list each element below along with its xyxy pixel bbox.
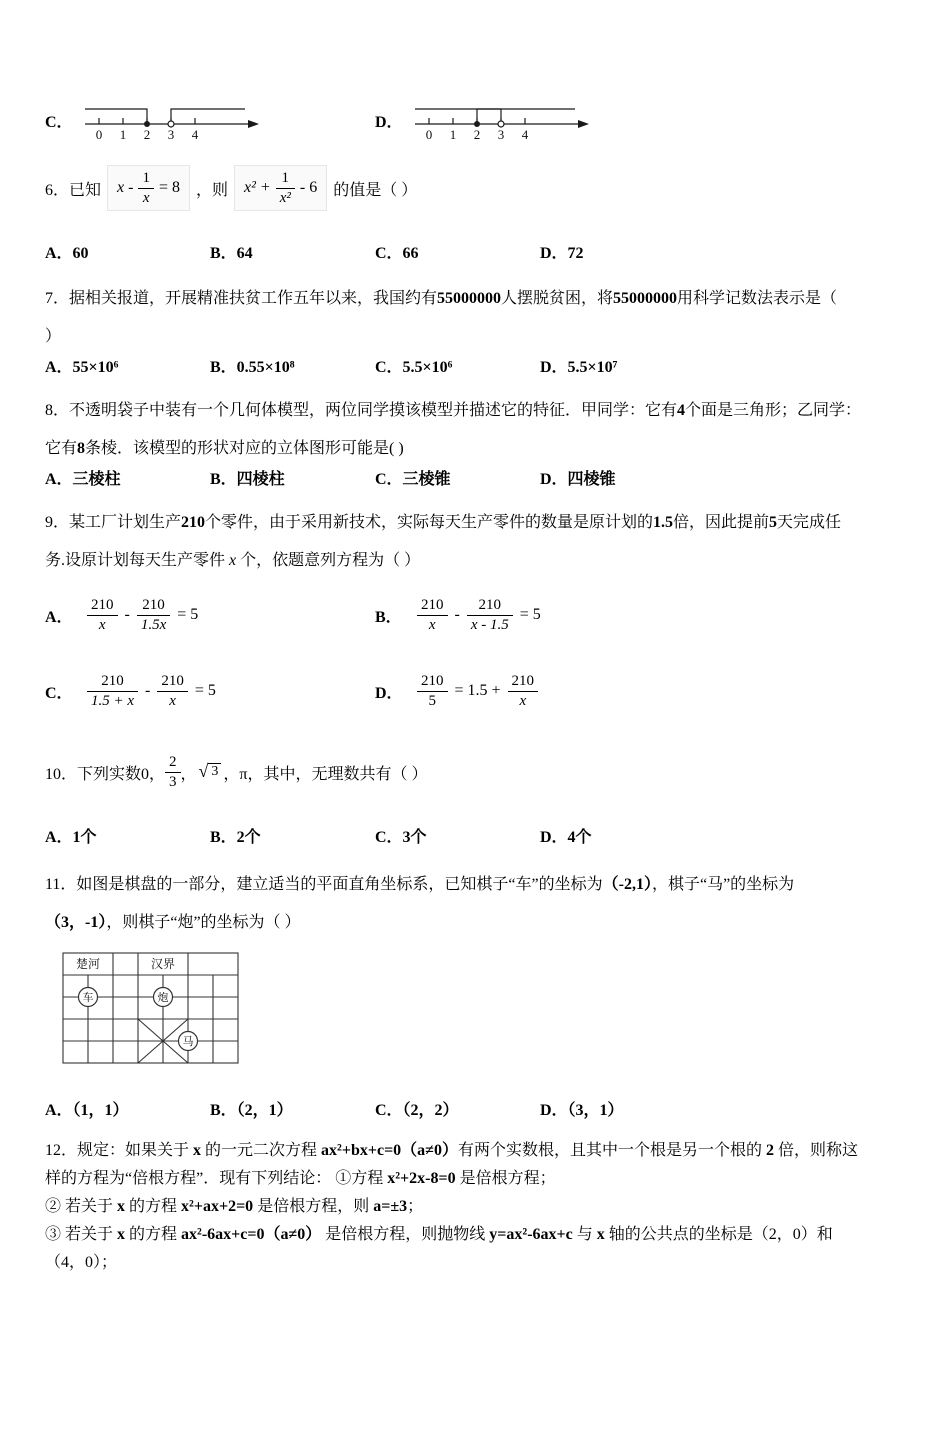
fraction-numerator: 210 bbox=[417, 672, 448, 692]
answer-option: A．（1，1） bbox=[45, 1102, 129, 1119]
text-segment: 的方程 bbox=[125, 1198, 182, 1215]
text-line bbox=[45, 1221, 905, 1249]
answer-option: D．（3，1） bbox=[540, 1102, 624, 1119]
numberline-figure-c bbox=[83, 97, 261, 143]
text-line bbox=[45, 1137, 905, 1165]
text-segment: x²+2x-8=0 bbox=[387, 1170, 456, 1187]
answer-option: C．（2，2） bbox=[375, 1102, 459, 1119]
text-segment: 天完成任 bbox=[777, 514, 842, 531]
text-segment: ，则棋子“炮”的坐标为（ ） bbox=[106, 914, 301, 931]
answer-option: B．0.55×10⁸ bbox=[210, 359, 295, 376]
text-segment: 样的方程为“倍根方程”．现有下列结论： ①方程 bbox=[45, 1170, 388, 1187]
answer-option: D．5.5×10⁷ bbox=[540, 359, 618, 376]
fraction-numerator: 1 bbox=[138, 169, 154, 189]
fraction-denominator: 1.5 + x bbox=[91, 692, 135, 709]
formula-segment: - bbox=[454, 606, 460, 623]
text-segment: 的一元二次方程 bbox=[201, 1142, 322, 1159]
fraction-denominator: x² bbox=[279, 189, 291, 206]
fraction bbox=[508, 672, 539, 711]
q9-stem bbox=[45, 504, 905, 580]
text-segment: 2 bbox=[765, 1142, 774, 1159]
text-segment: 的方程 bbox=[125, 1226, 182, 1243]
formula-segment: = 5 bbox=[519, 606, 541, 623]
q9-option-d bbox=[375, 672, 905, 711]
text-segment: 个，依题意列方程为（ ） bbox=[236, 552, 421, 569]
q7-stem bbox=[45, 280, 905, 356]
option-label-c: C． bbox=[45, 113, 73, 131]
text-segment: 5 bbox=[769, 514, 778, 531]
q5-options-cd bbox=[45, 96, 905, 144]
tick-label: 0 bbox=[425, 127, 432, 142]
text-line bbox=[45, 392, 905, 430]
fraction-numerator: 210 bbox=[417, 596, 448, 616]
radical-sign: √ bbox=[198, 761, 209, 782]
text-segment: 是倍根方程； bbox=[455, 1170, 556, 1187]
text-segment: 人摆脱贫困，将 bbox=[501, 290, 614, 307]
river-label-chu: 楚河 bbox=[75, 957, 101, 971]
fraction-numerator: 210 bbox=[467, 596, 513, 616]
answer-option: D．4个 bbox=[540, 829, 592, 846]
option-label-d: D． bbox=[375, 113, 403, 131]
fraction-numerator: 2 bbox=[165, 753, 181, 773]
text-segment: 倍，因此提前 bbox=[673, 514, 770, 531]
text-line bbox=[45, 904, 905, 942]
q9-options-row-1 bbox=[45, 586, 905, 644]
tick-label: 4 bbox=[521, 127, 528, 142]
q9-option-b bbox=[375, 596, 905, 635]
text-segment: x bbox=[193, 1142, 202, 1159]
tick-label: 1 bbox=[119, 127, 126, 142]
fraction bbox=[87, 672, 138, 711]
q7-options bbox=[45, 356, 905, 380]
q6-text-mid: ，则 bbox=[195, 181, 228, 199]
answer-option: D．四棱锥 bbox=[540, 471, 616, 488]
fraction-denominator: 5 bbox=[428, 692, 436, 709]
axis-arrow bbox=[578, 120, 589, 128]
fraction-denominator: x bbox=[519, 692, 527, 709]
text-segment: 轴的公共点的坐标是（2，0）和 bbox=[604, 1226, 833, 1243]
option-label: D． bbox=[375, 684, 403, 702]
piece-label-cannon: 炮 bbox=[157, 992, 169, 1004]
fraction bbox=[417, 672, 448, 711]
text-segment: 条棱．该模型的形状对应的立体图形可能是( ) bbox=[85, 440, 404, 457]
text-segment: ax²-6ax+c=0（a≠0） bbox=[181, 1226, 322, 1243]
formula-segment: = 5 bbox=[194, 682, 216, 699]
fraction-numerator: 1 bbox=[276, 169, 295, 189]
q6-formula-2 bbox=[234, 165, 327, 212]
fraction-denominator: x bbox=[428, 616, 436, 633]
text-segment: （4，0）； bbox=[45, 1254, 118, 1271]
text-segment: 用科学记数法表示是（ bbox=[677, 290, 838, 307]
piece-label-chariot: 车 bbox=[82, 992, 94, 1004]
answer-option: A．55×10⁶ bbox=[45, 359, 119, 376]
text-line bbox=[45, 1193, 905, 1221]
q9-options-row-2 bbox=[45, 662, 905, 720]
text-segment: x bbox=[596, 1226, 605, 1243]
chessboard-figure bbox=[60, 950, 242, 1068]
fraction-denominator: 3 bbox=[169, 773, 177, 790]
answer-option: A．1个 bbox=[45, 829, 97, 846]
text-line bbox=[45, 866, 905, 904]
fraction bbox=[467, 596, 513, 635]
q8-options bbox=[45, 468, 905, 492]
formula-segment: - bbox=[124, 606, 130, 623]
text-segment: 它有 bbox=[45, 440, 78, 457]
answer-option: B．2个 bbox=[210, 829, 261, 846]
text-segment: a=±3 bbox=[373, 1198, 408, 1215]
fraction-denominator: 1.5x bbox=[140, 616, 167, 633]
text-segment: （-2,1） bbox=[602, 876, 652, 893]
text-line bbox=[45, 1165, 905, 1193]
answer-option: C．5.5×10⁶ bbox=[375, 359, 453, 376]
text-segment: 12．规定：如果关于 bbox=[45, 1142, 194, 1159]
text-segment: 4 bbox=[677, 402, 686, 419]
q5-option-c bbox=[45, 97, 375, 143]
q6-text-pre: 6．已知 bbox=[45, 181, 102, 199]
text-segment: ② 若关于 bbox=[45, 1198, 118, 1215]
tick-label: 2 bbox=[473, 127, 480, 142]
q6-text-post: 的值是（ ） bbox=[333, 181, 418, 199]
q6-options bbox=[45, 242, 905, 266]
text-segment: 8 bbox=[77, 440, 86, 457]
fraction-denominator: x bbox=[142, 189, 150, 206]
answer-option: A．60 bbox=[45, 245, 89, 262]
tick-label: 2 bbox=[143, 127, 150, 142]
text-segment: 8．不透明袋子中装有一个几何体模型，两位同学摸该模型并描述它的特征．甲同学：它有 bbox=[45, 402, 678, 419]
fraction bbox=[137, 596, 170, 635]
text-segment: 务.设原计划每天生产零件 bbox=[45, 552, 230, 569]
answer-option: A．三棱柱 bbox=[45, 471, 121, 488]
tick-label: 4 bbox=[191, 127, 198, 142]
text-segment: x bbox=[117, 1198, 126, 1215]
option-label: B． bbox=[375, 608, 402, 626]
fraction-denominator: x bbox=[169, 692, 176, 709]
text-line bbox=[45, 318, 905, 356]
fraction bbox=[157, 672, 188, 711]
q6-formula-1 bbox=[107, 165, 190, 212]
fraction-numerator: 210 bbox=[508, 672, 539, 692]
q8-stem bbox=[45, 392, 905, 468]
fraction-numerator: 210 bbox=[157, 672, 188, 692]
answer-option: B．（2，1） bbox=[210, 1102, 293, 1119]
fraction bbox=[165, 753, 181, 792]
formula-segment: x - bbox=[117, 179, 134, 196]
text-segment: 11．如图是棋盘的一部分，建立适当的平面直角坐标系，已知棋子“车”的坐标为 bbox=[45, 876, 603, 893]
formula-segment: - 6 bbox=[299, 179, 318, 196]
text-segment: 个零件，由于采用新技术，实际每天生产零件的数量是原计划的 bbox=[205, 514, 654, 531]
text-segment: y=ax²-6ax+c bbox=[489, 1226, 573, 1243]
q10-stem bbox=[45, 744, 905, 800]
formula-segment: x² + bbox=[244, 179, 271, 196]
radicand: 3 bbox=[208, 763, 221, 780]
fraction-numerator: 210 bbox=[137, 596, 170, 616]
text-segment: ax²+bx+c=0（a≠0） bbox=[321, 1142, 458, 1159]
text-segment: 是倍根方程，则 bbox=[253, 1198, 374, 1215]
text-segment: x²+ax+2=0 bbox=[181, 1198, 254, 1215]
q11-options bbox=[45, 1099, 905, 1123]
text-segment: ） bbox=[45, 328, 62, 345]
text-segment: 9．某工厂计划生产 bbox=[45, 514, 182, 531]
text-segment: 210 bbox=[181, 514, 206, 531]
exam-page bbox=[0, 96, 950, 1277]
fraction bbox=[276, 169, 295, 208]
q11-stem bbox=[45, 866, 905, 942]
text-segment: 倍，则称这 bbox=[773, 1142, 858, 1159]
answer-option: D．72 bbox=[540, 245, 584, 262]
axis-arrow bbox=[248, 120, 259, 128]
q6-stem bbox=[45, 160, 905, 216]
text-segment: 55000000 bbox=[613, 290, 678, 307]
tick-label: 3 bbox=[167, 127, 174, 142]
answer-option: C．3个 bbox=[375, 829, 427, 846]
q12-stem bbox=[45, 1137, 905, 1277]
fraction-numerator: 210 bbox=[87, 672, 138, 692]
fraction bbox=[87, 596, 118, 635]
text-segment: ③ 若关于 bbox=[45, 1226, 118, 1243]
q10-options bbox=[45, 826, 905, 850]
fraction-denominator: x - 1.5 bbox=[470, 616, 509, 633]
tick-label: 0 bbox=[95, 127, 102, 142]
text-line bbox=[45, 542, 905, 580]
answer-option: C．66 bbox=[375, 245, 419, 262]
formula-segment: = 1.5 + bbox=[454, 682, 501, 699]
formula-segment: - bbox=[145, 682, 151, 699]
q10-text-post: ，π，其中，无理数共有（ ） bbox=[223, 765, 428, 783]
square-root bbox=[199, 762, 222, 782]
fraction-denominator: x bbox=[98, 616, 106, 633]
text-line bbox=[45, 280, 905, 318]
fraction bbox=[138, 169, 154, 208]
text-segment: 与 bbox=[572, 1226, 597, 1243]
text-line bbox=[45, 504, 905, 542]
option-label: A． bbox=[45, 608, 73, 626]
text-segment: ，棋子“马”的坐标为 bbox=[651, 876, 795, 893]
text-segment: 有两个实数根，且其中一个根是另一个根的 bbox=[457, 1142, 766, 1159]
answer-option: C．三棱锥 bbox=[375, 471, 451, 488]
text-segment: 1.5 bbox=[653, 514, 674, 531]
q9-option-c bbox=[45, 672, 375, 711]
formula-segment: = 8 bbox=[158, 179, 180, 196]
q11-figure bbox=[60, 950, 905, 1073]
q10-text-pre: 10．下列实数0， bbox=[45, 765, 166, 783]
q5-option-d bbox=[375, 97, 591, 143]
option-label: C． bbox=[45, 684, 73, 702]
text-segment: （3，-1） bbox=[45, 914, 107, 931]
text-line bbox=[45, 1249, 905, 1277]
numberline-figure-d bbox=[413, 97, 591, 143]
text-line bbox=[45, 430, 905, 468]
piece-label-horse: 马 bbox=[182, 1036, 194, 1048]
text-segment: 7．据相关报道，开展精准扶贫工作五年以来，我国约有 bbox=[45, 290, 438, 307]
text-segment: x bbox=[117, 1226, 126, 1243]
tick-label: 3 bbox=[497, 127, 504, 142]
river-label-han: 汉界 bbox=[150, 957, 176, 971]
text-segment: ； bbox=[407, 1198, 424, 1215]
fraction bbox=[417, 596, 448, 635]
tick-label: 1 bbox=[449, 127, 456, 142]
text-segment: 是倍根方程，则抛物线 bbox=[321, 1226, 490, 1243]
formula-segment: = 5 bbox=[177, 606, 199, 623]
text-segment: 55000000 bbox=[437, 290, 502, 307]
q10-text-mid: ， bbox=[180, 765, 197, 783]
fraction-numerator: 210 bbox=[87, 596, 118, 616]
answer-option: B．四棱柱 bbox=[210, 471, 285, 488]
text-segment: 个面是三角形；乙同学： bbox=[685, 402, 862, 419]
answer-option: B．64 bbox=[210, 245, 253, 262]
q9-option-a bbox=[45, 596, 375, 635]
text-segment: x bbox=[229, 552, 237, 569]
